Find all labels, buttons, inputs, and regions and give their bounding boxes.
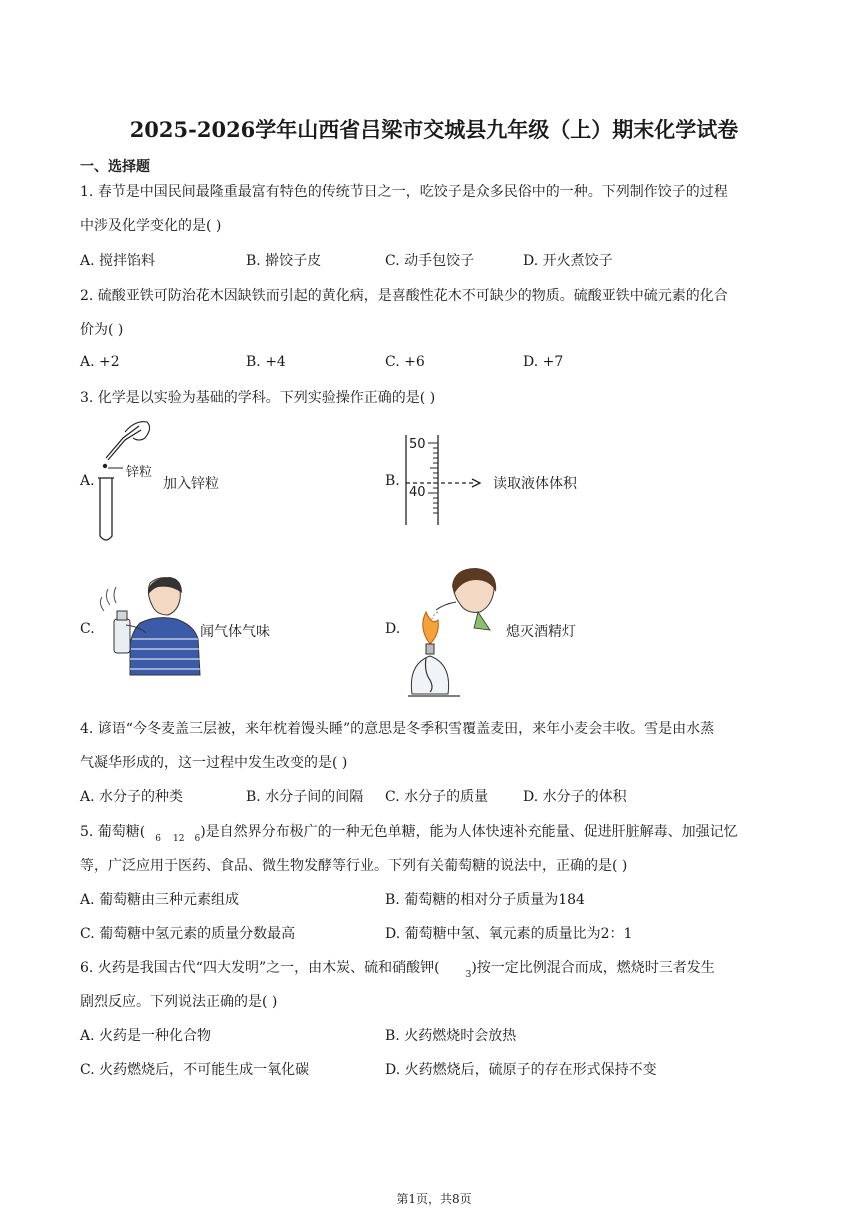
q6-option-c: C. 火药燃烧后，不可能生成一氧化碳 [80, 1062, 310, 1078]
q5-subscript-o: 6 [194, 834, 201, 844]
q5-prefix: 5. 葡萄糖( [80, 824, 146, 840]
q6-suffix: )按一定比例混合而成，燃烧时三者发生 [471, 960, 715, 976]
q3-option-c-text: 闻气体气味 [200, 624, 270, 640]
q3-option-b-text: 读取液体体积 [493, 476, 577, 492]
q3-option-d-text: 熄灭酒精灯 [506, 624, 576, 640]
alcohol-lamp-figure [404, 568, 504, 703]
page-title: 2025-2026学年山西省吕梁市交城县九年级（上）期末化学试卷 [129, 117, 739, 142]
q3-option-c-label: C. [80, 621, 95, 637]
q6-option-b: B. 火药燃烧时会放热 [385, 1028, 517, 1044]
zinc-granule-label: 锌粒 [126, 465, 153, 480]
q5-option-c: C. 葡萄糖中氢元素的质量分数最高 [80, 926, 296, 942]
q4-option-d: D. 水分子的体积 [523, 789, 627, 805]
q4-option-c: C. 水分子的质量 [385, 789, 489, 805]
q3-option-b-label: B. [385, 473, 400, 489]
question-1-text-cont: 中涉及化学变化的是( ) [80, 218, 222, 234]
question-4-text-cont: 气凝华形成的，这一过程中发生改变的是( ) [80, 755, 348, 771]
smell-gas-figure [96, 575, 206, 675]
q2-option-d: D. +7 [523, 354, 564, 370]
q1-option-c: C. 动手包饺子 [385, 253, 475, 269]
q1-option-d: D. 开火煮饺子 [523, 253, 613, 269]
q3-option-a-text: 加入锌粒 [163, 476, 219, 492]
q3-option-a-label: A. [80, 473, 95, 489]
q5-option-d: D. 葡萄糖中氢、氧元素的质量比为2：1 [385, 926, 633, 942]
q5-subscript-h: 12 [173, 834, 185, 844]
q5-suffix: )是自然界分布极广的一种无色单糖，能为人体快速补充能量、促进肝脏解毒、加强记忆 [200, 824, 738, 840]
question-6-text-cont: 剧烈反应。下列说法正确的是( ) [80, 994, 278, 1010]
question-4-text: 4. 谚语“今冬麦盖三层被，来年枕着馒头睡”的意思是冬季积雪覆盖麦田，来年小麦会丰收。雪是由水蒸 [80, 721, 715, 737]
q4-option-b: B. 水分子间的间隔 [246, 789, 364, 805]
question-5-text [80, 821, 738, 844]
q1-option-a: A. 搅拌馅料 [80, 253, 156, 269]
cylinder-mark-50: 50 [409, 437, 426, 452]
test-tube-figure [95, 418, 165, 544]
section-heading: 一、选择题 [80, 159, 150, 175]
q6-prefix: 6. 火药是我国古代“四大发明”之一，由木炭、硫和硝酸钾( [80, 960, 440, 976]
q6-subscript: 3 [465, 970, 472, 980]
question-2-text-cont: 价为( ) [80, 322, 124, 338]
q5-option-b: B. 葡萄糖的相对分子质量为184 [385, 892, 585, 908]
q5-option-a: A. 葡萄糖由三种元素组成 [80, 892, 240, 908]
q6-option-a: A. 火药是一种化合物 [80, 1028, 212, 1044]
q2-option-b: B. +4 [246, 354, 286, 370]
question-1-text: 1. 春节是中国民间最隆重最富有特色的传统节日之一，吃饺子是众多民俗中的一种。下列制作饺子的过程 [80, 184, 728, 200]
q2-option-c: C. +6 [385, 354, 425, 370]
question-6-text [80, 957, 715, 980]
question-2-text: 2. 硫酸亚铁可防治花木因缺铁而引起的黄化病，是喜酸性花木不可缺少的物质。硫酸亚铁中硫元素的化合 [80, 288, 728, 304]
q5-subscript-c: 6 [155, 834, 162, 844]
question-3-text: 3. 化学是以实验为基础的学科。下列实验操作正确的是( ) [80, 390, 436, 406]
q3-option-d-label: D. [385, 621, 401, 637]
q2-option-a: A. +2 [80, 354, 120, 370]
cylinder-mark-40: 40 [409, 485, 426, 500]
page-footer: 第1页，共8页 [396, 1192, 472, 1206]
q4-option-a: A. 水分子的种类 [80, 789, 184, 805]
q1-option-b: B. 擀饺子皮 [246, 253, 322, 269]
q6-option-d: D. 火药燃烧后，硫原子的存在形式保持不变 [385, 1062, 657, 1078]
question-5-text-cont: 等，广泛应用于医药、食品、微生物发酵等行业。下列有关葡萄糖的说法中，正确的是( ) [80, 858, 628, 874]
